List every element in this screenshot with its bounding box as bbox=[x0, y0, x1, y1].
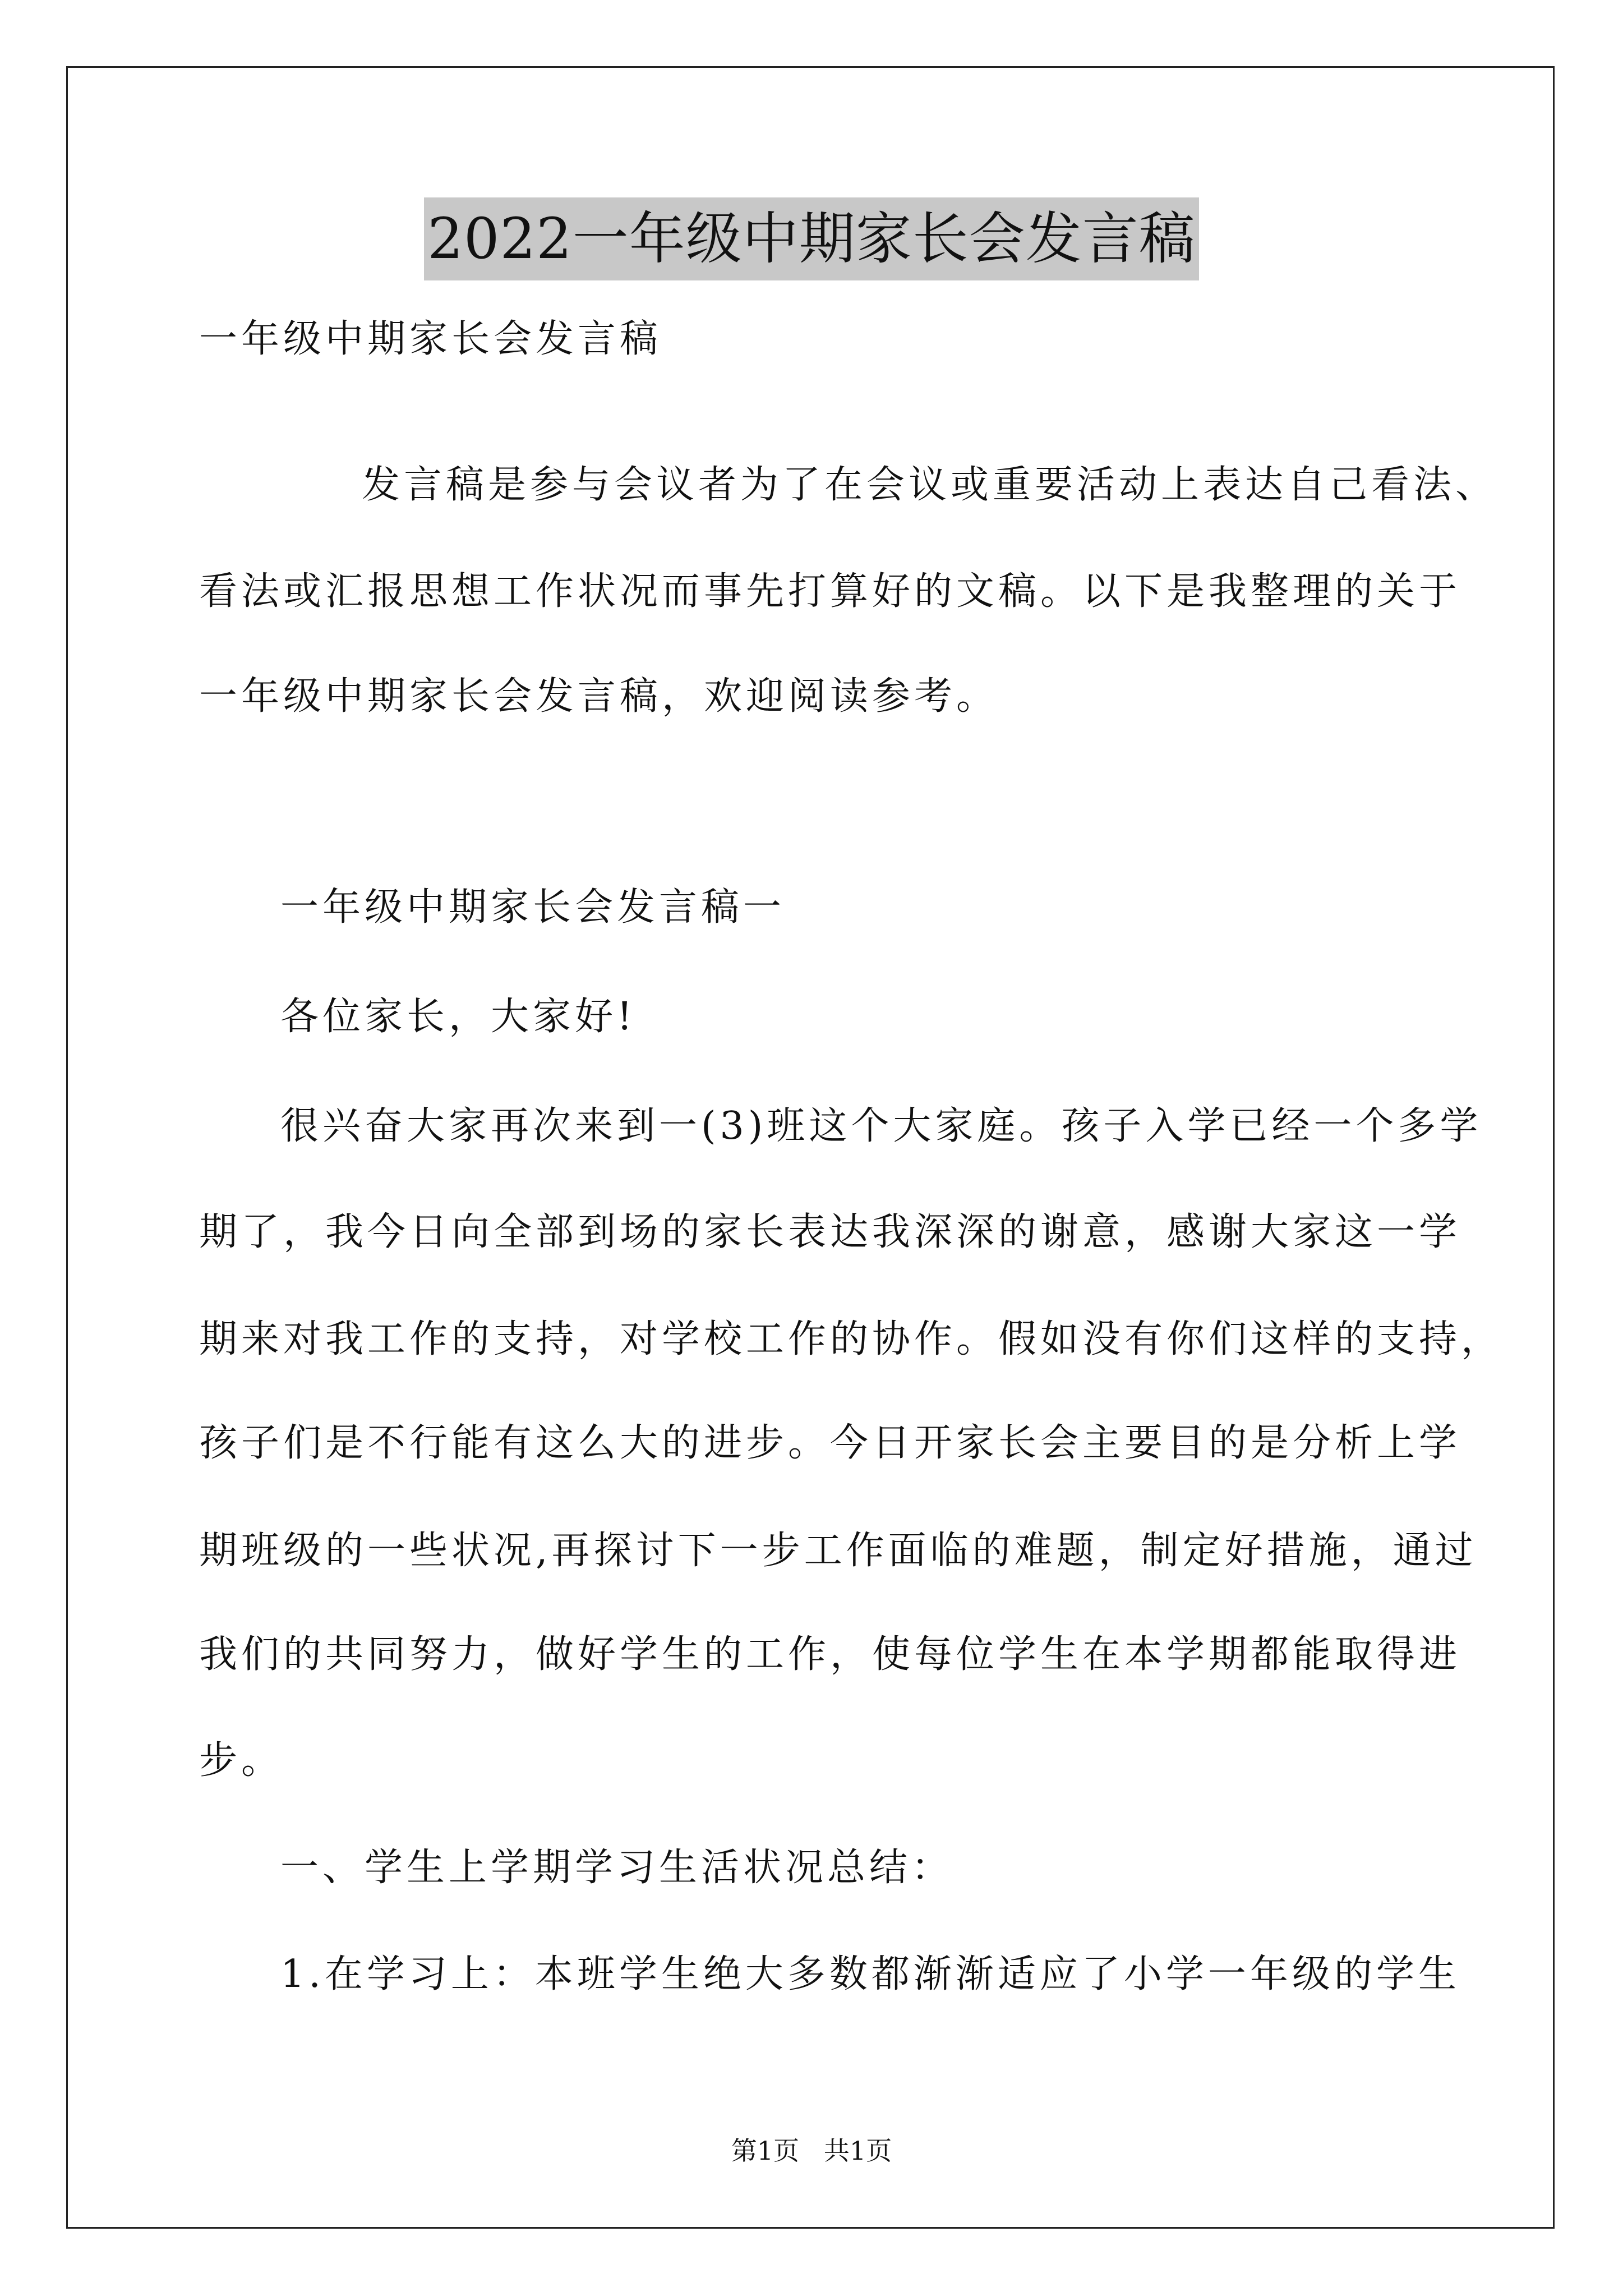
subtitle: 一年级中期家长会发言稿 bbox=[199, 317, 662, 361]
body-line-3: 期来对我工作的支持，对学校工作的协作。假如没有你们这样的支持， bbox=[199, 1317, 1504, 1361]
greeting: 各位家长，大家好! bbox=[280, 995, 637, 1039]
point-1: 1.在学习上：本班学生绝大多数都渐渐适应了小学一年级的学生 bbox=[280, 1952, 1460, 1996]
body-line-1: 很兴奋大家再次来到一(3)班这个大家庭。孩子入学已经一个多学 bbox=[280, 1104, 1482, 1148]
intro-line-2: 看法或汇报思想工作状况而事先打算好的文稿。以下是我整理的关于 bbox=[199, 569, 1461, 614]
body-line-4: 孩子们是不行能有这么大的进步。今日开家长会主要目的是分析上学 bbox=[199, 1421, 1461, 1465]
title-wrap bbox=[0, 197, 1623, 280]
intro-line-1: 发言稿是参与会议者为了在会议或重要活动上表达自己看法、 bbox=[362, 463, 1498, 507]
body-line-2: 期了，我今日向全部到场的家长表达我深深的谢意，感谢大家这一学 bbox=[199, 1210, 1461, 1254]
body-line-7: 步。 bbox=[199, 1738, 284, 1783]
intro-line-3: 一年级中期家长会发言稿，欢迎阅读参考。 bbox=[199, 674, 999, 719]
page-footer: 第1页 共1页 bbox=[731, 2136, 892, 2166]
section-heading: 一年级中期家长会发言稿一 bbox=[280, 885, 786, 930]
body-line-6: 我们的共同努力，做好学生的工作，使每位学生在本学期都能取得进 bbox=[199, 1632, 1461, 1677]
document-title: 2022一年级中期家长会发言稿 bbox=[424, 197, 1199, 280]
body-line-5: 期班级的一些状况,再探讨下一步工作面临的难题，制定好措施，通过 bbox=[199, 1529, 1477, 1573]
point-heading: 一、学生上学期学习生活状况总结： bbox=[280, 1846, 954, 1890]
